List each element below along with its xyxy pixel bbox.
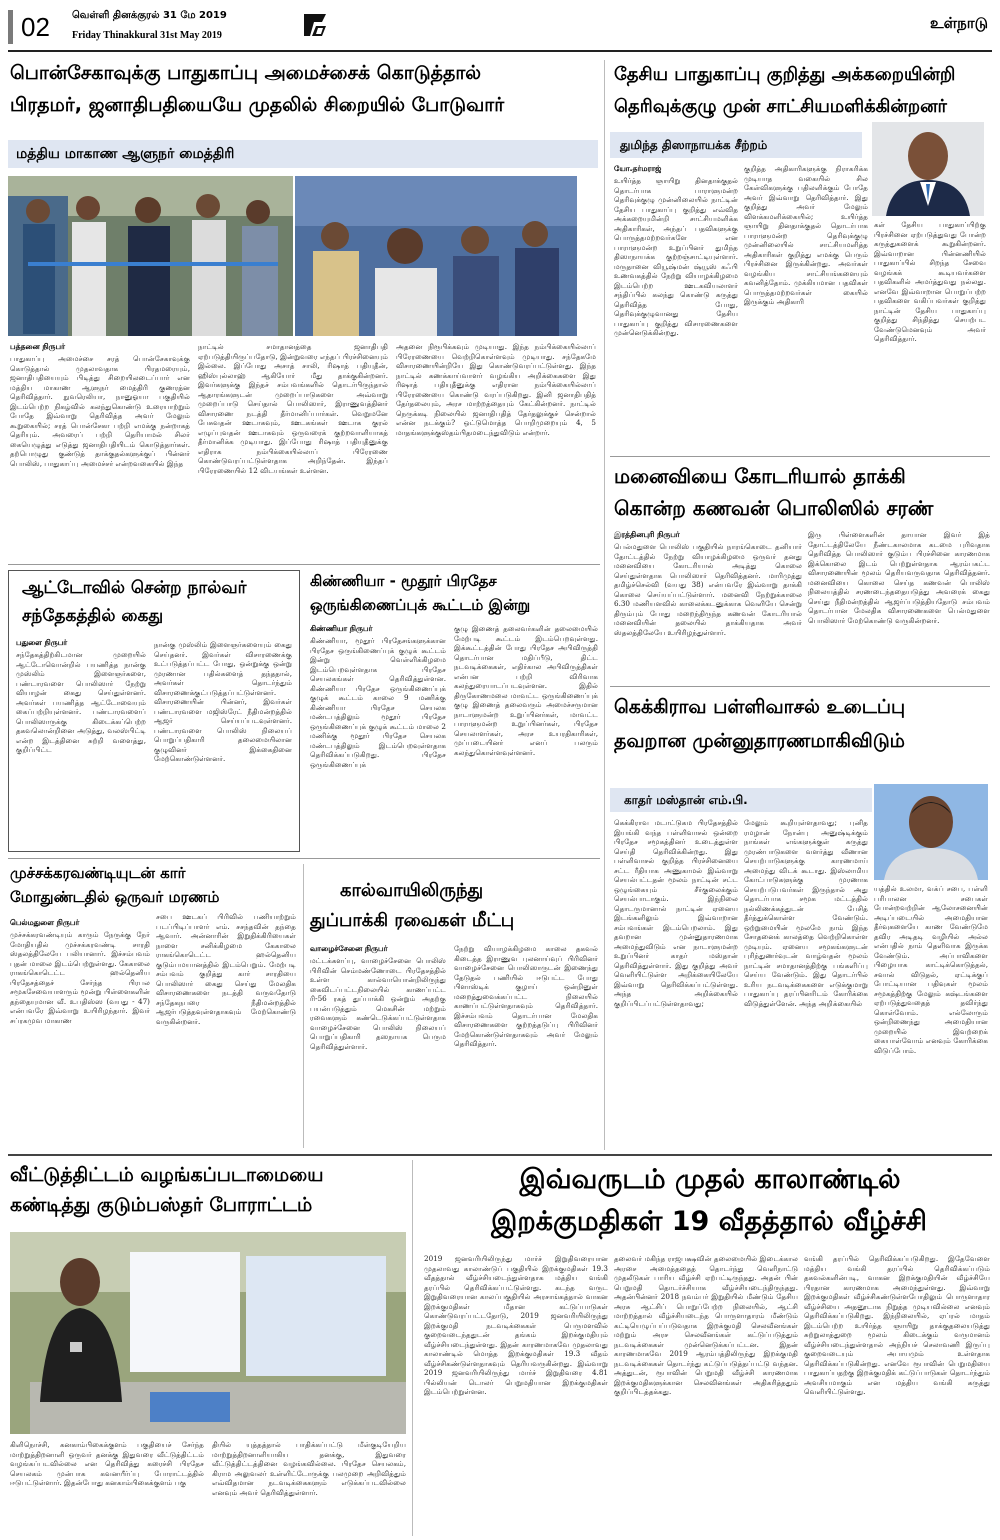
- page-number: 02: [8, 10, 81, 44]
- divider-right-2: [610, 686, 990, 687]
- date-tamil: வெள்ளி தினக்குரல் 31 மே 2019: [72, 10, 227, 21]
- story7-headline-line2: துப்பாக்கி ரவைகள் மீட்பு: [310, 910, 515, 931]
- story3-byline: இரத்தினபுரி நிருபர்: [614, 530, 680, 539]
- story9-column-2: தியில் யுத்தத்தால் பாதிக்கப்பட்டு மீள்குடியேறிய மாற்றுத்திறனாளியாகிய தனக்கு, இதுவரை வீட்டுத்திட்டத்தினை வழங்கவில்லை. பிரதேச செயலகம், கிராம அலுவலர் உள்ளிட்டோருக்கு பலமுறை அறிவித்தும் எவ்விதமான நடவடிக்கைகளும் எடுக்கப்படவில்லை எனவும் அவர் தெரிவித்துள்ளார்.: [212, 1440, 406, 1497]
- divider-left-1: [8, 564, 600, 565]
- story4-column-1: சந்தேகத்திற்கிடமான முறையில் ஆட்டோவொன்றில் பயணித்த நான்கு முஸ்லிம் இளைஞர்களை, பண்டாரவளை பொலிஸார் நேற்று வியாழன் கைது செய்துள்ளனர். அவர்கள் பயணித்த ஆட்டோவையும் கைப்பற்றியுள்ளனர். பண்டாரவளைப் பொலிஸாருக்கு கிடைக்கப்பெற்ற தகவலொன்றினை அடுத்து, வலஸ்பிட்டி என்ற இடத்தினை சுற்றி வளைத்து, குறிப்பிட்ட: [16, 650, 146, 754]
- story2-kicker: துமிந்த திஸாநாயக்க சீற்றம்: [610, 132, 862, 158]
- story8-headline-line2: தவறான முன்னுதாரணமாகிவிடும்: [614, 730, 905, 752]
- audience-photo: [295, 176, 577, 336]
- divider-right-1: [610, 456, 990, 457]
- story8-headline-line1: கெக்கிராவ பள்ளிவாசல் உடைப்பு: [614, 696, 906, 718]
- story4-column-2: நான்கு முஸ்லிம் இளைஞர்களையும் கைது செய்தனர். இவர்கள் விசாரணைக்கு உட்படுத்தப்பட்ட போது, ஒன்றுக்கு ஒன்று முரணான பதில்களைத் தந்ததால், அவர்கள் தொடர்ந்தும் விசாரணைக்குட்படுத்தப்பட்டுள்ளனர். விசாரணையின் பின்னர், இவர்கள் பண்டாரவளை மஜிஸ்ரேட் நீதிமன்றத்தில் ஆஜர் செய்யப்படவுள்ளனர். பண்டாரவளை பொலிஸ் நிலையப் பொறுப்பதிகாரி தலைமையிலான குழுவினர் இக்கைதினை மேற்கொண்டுள்ளனர்.: [154, 640, 292, 763]
- story1-headline-line2: பிரதமர், ஜனாதிபதியையே முதலில் சிறையில் போடுவார்: [10, 94, 505, 116]
- story6-byline: பெல்மதுளை நிருபர்: [10, 918, 80, 927]
- story8-column-1: கெக்கிராவ மடாட்டுகம பிரதேசத்தில் இயங்கி வந்த பள்ளிவாசல் ஒன்றை பிரதேச சமூகத்தினர் உடைத்துள்ள செய்தி தெரிவிக்கின்றது. இது பள்ளிவாசல் குறித்த பிரச்சினையை சட்ட ரீதியாக அணுகாமல் இவ்வாறு செயல்பட்டதன் மூலம் நாட்டின் சட்ட ஒழுங்கையும் சீர்குலைக்கும் செயல்பாடாகும். இந்நிலை தொடருமானால் நாட்டின் ஏனைய இடங்களிலும் இவ்வாறான சம்பவங்கள் இடம்பெறலாம். இது தவறான முன்னுதாரணமாக அமைந்துவிடும் என நாடாளுமன்ற உறுப்பினர் காதர் மஸ்தான் தெரிவித்துள்ளார். இது குறித்து அவர் வெளியிட்டுள்ள அறிக்கையிலேயே இவ்வாறு தெரிவிக்கப்பட்டுள்ளது. அந்த அறிக்கையில் குறிப்பிடப்பட்டுள்ளதாவது;: [614, 818, 738, 1008]
- story1-column-3: அதனை நிரூபிக்கவும் முடியாது. இந்த நம்பிக்கையில்லாப் பிரேரணையை வெற்றிகொள்ளவும் முடியாது. சந்தேகமே விசாரணையின்றியே இது கொண்டுவரப்பட்டுள்ளது. இந்த நாட்டில் கணக்காய்வாளர் வழங்கிய அறிக்கைகளை இது ரிஷாத் பதியுதீனுக்கு எதிரான நம்பிக்கையில்லாப் பிரேரணையை கொண்டு வரப்படுகிறது. இனி ஜனாதிபதித் தேர்தலையும், அரச மாற்றத்தையும் கேட்கின்றனர். நாட்டில் நெருக்கடி நிலையில் ஜனாதிபதித் தேர்தலுக்குச் சென்றால் என்ன நடக்கும்? ஒட்டுமொத்த பொறிமுறையும் 4, 5 மாதங்களுக்குஸ்தம்பிதமடைந்துவிடும் என்றார்.: [396, 342, 596, 437]
- story10-column-3: வங்கி தரப்பில் தெரிவிக்கப்படுகிறது. இதேவேளை மத்திய வங்கி தரப்பில் தெரிவிக்கப்படும் தகவல்களின்படி, வாகன இறக்குமதியின் வீழ்ச்சியே பிரதான காரணமாக அமைந்துள்ளது. இவ்வாறு இறக்குமதிகள் வீழ்ச்சிகண்டுள்ளபோதிலும் பொருளாதார வீழ்ச்சியை அதனூடாக நிறுத்த முடியவில்லை எனவும் தெரிவிக்கப்படுகிறது. இந்நிலையில், ஏப்ரல் மாதம் இடம்பெற்ற உயிர்த்த ஞாயிறு தாக்குதலையடுத்து சுற்றுலாத்துறை மூலம் கிடைக்கும் வருமானம் வீழ்ச்சியடைந்துள்ளதால் அந்நியச் செலாவணி இருப்பு குறைவடையும் அபாயமும் உள்ளதாக தெரிவிக்கப்படுகின்றது. எனவே ரூபாவின் பெறுமதியை பாதுகாப்பதற்கு இறக்குமதிக் கட்டுப்பாடுகள் தொடர்ந்தும் அவசியமாகும் என மத்திய வங்கி கருத்து வெளியிட்டுள்ளது.: [804, 1254, 990, 1396]
- story2-headline-line2: தெரிவுக்குழு முன் சாட்சியமளிக்கின்றனர்: [614, 96, 947, 117]
- story1-byline: பத்தனை நிருபர்: [10, 342, 65, 351]
- story2-column-1: உயிர்த்த ஞாயிறு தினதாக்குதல் தொடர்பாக பாராளுமன்ற தெரிவுக்குழு முன்னிலையில் நாட்டின் தேசிய பாதுகாப்பு குறித்து எவ்வித அக்கறையுமின்றி சாட்சியமளிக்க அதிகாரிகள், அந்தப் பதவிகளுக்கு பொருத்தமற்றவர்களே என பாராளுமன்ற உறுப்பினர் துமிந்த திஸாநாயக்க குற்றஞ்சாட்டியுள்ளார். மருதானை வியூஷ்மன் ஷ்யூஸ் கஃபி உணவகத்தில் நேற்று வியாழக்கிழமை இடம்பெற்ற ஊடகவியலாளர் சந்திப்பில் கலந்து கொண்டு கருத்து தெரிவித்த போது, தெரிவுக்குழுவானது தேசிய பாதுகாப்பு குறித்து விசாரணைகளை முன்னெடுக்கின்றது.: [614, 176, 738, 337]
- story5-headline-line2: ஒருங்கிணைப்புக் கூட்டம் இன்று: [310, 596, 531, 614]
- story3-headline-line1: மனைவியை கோடரியால் தாக்கி: [614, 464, 906, 488]
- story8-column-2: மேலும் கூறியுள்ளதாவது; புனித ரமழான் நோன்பு அனுஷ்டிக்கும் நாங்கள் எங்களுக்குள் கருத்து முரண்பாடுகளை வளர்த்து வீணான செயற்பாடுகளுக்கு காரணமாய் அமைந்து விடக் கூடாது. இஸ்லாமிய கோட்பாடுகளுக்கு முரணாக செயற்படுபவர்கள் இருந்தால் அது தொடர்பாக சமூக மட்டத்தில் நல்லிணக்கத்துடன் பேசித் தீர்த்துக்கொள்ள வேண்டும். ஒற்றுமையின் மூலமே நாம் இந்த சோதனைக் காலத்தை வெற்றிகொள்ள முடியும். ஏனைய சமூகங்களுடன் புரிந்துணர்வுடன் வாழ்வதன் மூலம் நாட்டின் சமாதானத்திற்கு பங்களிப்பு செய்ய வேண்டும். இது தொடர்பில் உரிய நடவடிக்கைகளை எடுக்குமாறு பாதுகாப்பு தரப்பினரிடம் கோரிக்கை விடுத்துள்ளேன். அந்த அறிக்கையில்: [744, 818, 868, 1008]
- story5-column-1: கிண்ணியா, மூதூர் பிரதேசங்களுக்கான பிரதேச ஒருங்கிணைப்புக் குழுக் கூட்டம் இன்று வெள்ளிக்கிழமை இடம்பெறவுள்ளதாக பிரதேச செயலகங்கள் தெரிவித்துள்ளன. கிண்ணியா பிரதேச ஒருங்கிணைப்புக் குழுக் கூட்டம் காலை 9 மணிக்கு கிண்ணியா பிரதேச செயலக மண்டபத்திலும் மூதூர் பிரதேச ஒருங்கிணைப்புக் குழுக் கூட்டம் மாலை 2 மணிக்கு மூதூர் பிரதேச செயலக மண்டபத்திலும் இடம்பெறவுள்ளதாக தெரிவிக்கப்படுகிறது. பிரதேச ஒருங்கிணைப்புக்: [310, 636, 446, 769]
- protest-photo: [10, 1232, 406, 1434]
- portrait-kadar-masthan: [874, 784, 988, 880]
- date-english: Friday Thinakkural 31st May 2019: [72, 30, 222, 41]
- column-divider-left: [303, 864, 304, 1148]
- story8-column-3: யத்தில் உலமா, வக்ப் சபை, பள்ளி பரிபாலன சபைகள் போன்றவற்றின் ஆலோசனையின் அடிப்படையில் அமைதியான தீர்வுகளையே காண வேண்டுமே தவிர அடிதடி வழியில் அல்ல என்பதில் நாம் தெளிவாக இருக்க வேண்டும். அப்பாவிகளை பிழையாக காட்டிக்கொடுத்தல், சவால் விடுதல், ஏட்டிக்குப் போட்டியான பதிவுகள் மூலம் சமூகத்திற்கு மேலும் கஷ்டங்களை ஏற்படுத்துவதைத் தவிர்ந்து கொள்வோம். எல்லோரும் ஒன்றிணைந்து அமைதியான முறையில் இவற்றைக் கையாள்வோம் எனவும் கோரிக்கை விடுப்போம்.: [874, 884, 988, 1055]
- story1-column-1: பாதுகாப்பு அமைச்சை சரத் பொன்சேகாவுக்கு கொடுத்தால் முதலாவதாக பிரதமரையும், ஜனாதிபதியையும் பிடித்து சிறையிலடைப்பார் என மத்திய மாகாண ஆளுநர் மைத்திரி குணரத்ன தெரிவித்தார். நுவரெலியா, நானுஓயா பகுதியில் இடம்பெற்ற நிகழ்வில் கலந்துகொண்டு உரையாற்றும் போதே இவ்வாறு தெரிவித்த அவர் மேலும் கூறுகையில்; சரத் பொன்சேகா பற்றி எமக்கு நன்றாகத் தெரியும். அவரைப் பற்றி தெரியாமல் சிலர் கையெழுத்து எடுத்து ஜனாதிபதியிடம் கொடுத்தார்கள். தற்பொழுது குண்டுத் தாக்குதல்களுக்குப் பின்னர் பொலிஸ், பாதுகாப்பு அமைச்சர் என்றவகையில் இந்த: [10, 354, 190, 468]
- story5-headline-line1: கிண்ணியா - மூதூர் பிரதேச: [310, 572, 497, 590]
- story10-headline-line1: இவ்வருடம் முதல் காலாண்டில்: [519, 1164, 901, 1195]
- story3-column-2: இரு பிள்ளைகளின் தாயான இவர் இத் தோட்டத்திலேயே நீண்டகாலமாக கடமை புரிவதாக தெரிவித்த பொலிஸார் குடும்ப பிரச்சினை காரணமாக இக்கொலை இடம் பெற்றுள்ளதாக ஆரம்பகட்ட விசாரணையின் மூலம் தெரியவருவதாக தெரிவித்தனர். மனைவியை கொலை செய்த கணவன் பொலிஸ் நிலையத்தில் சரணடைந்ததையடுத்து அவரைக் கைது செய்து நீதிமன்றத்தில் ஆஜர்ப்படுத்தியதோடு சம்பவம் தொடர்பான மேலதிக விசாரணைகளை பெல்மதுளை பொலிஸார் மேற்கொண்டு வருகின்றனர்.: [808, 530, 990, 625]
- story2-column-2: குறித்த அதிகாரிகளுக்கு நிராகரிக்க முடியாத வகையில் சில கேள்விகளுக்கு பதிலளிக்கும் போதே அவர் இவ்வாறு தெரிவித்தார். இது குறித்து அவர் மேலும் விளக்கமளிக்கையில்; உயிர்த்த ஞாயிறு தினதாக்குதல் தொடர்பாக பாராளுமன்ற தெரிவுக்குழு முன்னிலையில் சாட்சியமளித்த அதிகாரிகள் குறித்து எமக்கு பெரும் பிரச்சினை இருக்கின்றது. அவர்கள் வழங்கிய சாட்சியங்களையும் கவனித்தோம். முக்கியமான பதவிகள் பொருத்தமற்றவர்கள் கையில் இருக்கும் அதிகாரி: [744, 164, 868, 306]
- story2-byline: யோ.தர்மராஜ்: [614, 164, 662, 173]
- story3-column-1: பெல்மதுளை பொலிஸ் பகுதியில் நாரங்கொடை தனியார் தோட்டத்தில் நேற்று வியாழக்கிழமை ஒருவர் தனது மனைவியை கோடரியால் அடித்து கொலை செய்துள்ளதாக பொலிஸார் தெரிவித்தனர். மாரிமுத்து தமிழ்ச்செல்வி (வயது 38) என்பவரே இவ்வாறு தாக்கி கொலை செய்யப்பட்டுள்ளார். மனைவி நேற்றுக்காலை 6.30 மணியளவில் காலைக்கடனுக்காக வெளியே சென்று திரும்பும் போது மறைந்திருந்த கணவன் கோடரியால் மனைவியின் தலையில் தாக்கியதாக அவர் ஸ்தலத்திலேயே உயிரிழந்துள்ளார்.: [614, 542, 802, 637]
- column-divider: [604, 60, 605, 1150]
- story8-kicker: காதர் மஸ்தான் எம்.பி.: [610, 788, 872, 812]
- story6-headline-line1: முச்சக்கரவண்டியுடன் கார்: [10, 864, 186, 882]
- story4-byline: பதுளை நிருபர்: [16, 638, 68, 647]
- story7-headline-line1: கால்வாயிலிருந்து: [340, 880, 484, 901]
- story9-headline-line2: கண்டித்து குடும்பஸ்தர் போராட்டம்: [10, 1194, 313, 1216]
- story5-column-2: குழு இணைத் தலைவர்களின் தலைமையில் மேற்படி கூட்டம் இடம்பெறவுள்ளது. இக்கூட்டத்தின் போது பிரதேச அபிவிருத்தி தொடர்பான மதிப்பீடு, திட்ட நடவடிக்கைகள், எதிர்கால அபிவிருத்திகள் என்பன பற்றி விரிவாக கலந்துரையாடப்படவுள்ளன. இதில் திருகோணமலை மாவட்ட ஒருங்கிணைப்புக் குழு இணைத் தலைவரும் அமைச்சருமான நாடாளுமன்ற உறுப்பினர்கள், மாவட்ட பாராளுமன்ற உறுப்பினர்கள், பிரதேச செயலாளர்கள், அரச உயரதிகாரிகள், முப்படையினர் எனப் பலரும் கலந்துகொள்ளவுள்ளனர்.: [454, 624, 598, 757]
- section-label: உள்நாடு: [930, 14, 988, 32]
- story9-column-1: கிளிநொச்சி, கனகாம்பிகைக்குளம் பகுதியைச் சேர்ந்த மாற்றுத்திறனாளி ஒருவர் தனக்கு இதுவரை வீட்டுத்திட்டம் வழங்கப்படவில்லை என தெரிவித்து கரைச்சி பிரதேச செயலகம் முன்பாக கவனயீர்ப்பு போராட்டத்தில் ஈடுபட்டுள்ளார். இதன்போது கனகாம்பிகைக்குளம் பகு: [10, 1440, 204, 1487]
- story9-headline-line1: வீட்டுத்திட்டம் வழங்கப்படாமையை: [10, 1164, 324, 1186]
- story7-column-2: நேற்று வியாழக்கிழமை காலை தகவல் கிடைத்த இராணுவ புலனாய்வுப் பிரிவினர் வாழைச்சேனை பொலிஸாருடன் இணைந்து தேடுதல் பணியில் ஈடுபட்ட போது பிளாஸ்டிக் குழாய் ஒன்றினுள் மறைத்துவைக்கப்பட்ட நிலையில் காணப்பட்டுள்ளதாகவும் தெரிவித்தார். இச்சம்பவம் தொடர்பான மேலதிக விசாரணைகளை குற்றத்தடுப்பு பிரிவினர் மேற்கொண்டுள்ளதாகவும் அவர் மேலும் தெரிவித்தார்.: [454, 944, 598, 1048]
- story10-column-1: 2019 ஜனவரியிலிருந்து மார்ச் இறுதிவரையான முதலாவது காலாண்டுப் பகுதியில் இறக்குமதிகள் 19.3 வீதத்தால் வீழ்ச்சியடைந்துள்ளதாக மத்திய வங்கி தரப்பில் தெரிவிக்கப்பட்டுள்ளது. கடந்த வருட இறுதிவரையான காலப்பகுதியில் அரசாங்கத்தால் வாகன இறக்குமதிகள் மீதான கட்டுப்பாடுகள் கொண்டுவரப்பட்டதோடு, 2019 ஜனவரியிலிருந்து இறக்குமதி நடவடிக்கைகள் பெருமளவில் குறைவடைந்ததுடன் தங்கம் இறக்குமதியும் வீழ்ச்சியடைந்துள்ளது. இதன் காரணமாகவே முதலாவது காலாண்டில் மொத்த இறக்குமதிகள் 19.3 வீதம் வீழ்ச்சிகண்டுள்ளதாகவும் தெரியவருகின்றது. இவ்வாறு 2019 ஜனவரியிலிருந்து மார்ச் இறுதிவரை 4.81 பில்லியன் டொலர் பெறுமதியான இறக்குமதிகள் இடம்பெற்றுள்ளன.: [424, 1254, 608, 1396]
- story6-column-2: சபை ஊடகப் பிரிவில் பணியாற்றும் படப்பிடிப்பாளர் எம். சசந்தவின் தந்தை ஆவார். அன்னாரின் இறுதிக்கிரியைகள் நாளை சனிக்கிழமை கேகாலை ராகங்கொடெட்ட ஹல்தெனிய குடும்பமயானத்தில் இடம்பெறும். மேற்படி சம்பவம் குறித்து கார் சாரதியை பொலிஸார் கைது செய்து மேலதிக விசாரணைகளை நடத்தி வருவதோடு சந்தேகநபரை நீதிமன்றத்தில் ஆஜர்படுத்தவுள்ளதாகவும் மேற்கொண்டு வருகின்றனர்.: [156, 912, 296, 1026]
- column-divider-bottom: [412, 1160, 413, 1536]
- story1-column-2: நாட்டில் சமாதானத்தை ஜனாதிபதி ஏற்படுத்தியிருப்பதோடு, இன்றுவரை எந்தப் பிரச்சினையும் இல்லை. இப்போது அசாத் சாலி, ரிஷாத் பதியுதீன், ஹிஸ்புல்லாஹ் ஆகியோர் மீது தாக்குகின்றனர். இவர்களுக்கு இந்தச் சம்பவங்களில் தொடர்பிருந்தால் ஆதாரங்களுடன் முறைப்பாடுகளை அவ்வாறு முறைப்பாடு செய்தால் பொலிஸார், இராணுவத்தினர் விசாரணை நடத்தி தீர்மானிப்பார்கள். வெறுமனே பேசுவதன் ஊடாகவும், ஊடகங்கள் ஊடாக குரல் எழுப்புவதன் ஊடாகவும் ஒருவரைக் குற்றவாளியாகத் தீர்மானிக்க முடியாது. இப்போது ரிஷாத் பதியுதீனுக்கு எதிராக நம்பிக்கையில்லாப் பிரேரணை கொண்டுவரப்பட்டுள்ளதாக அறிந்தேன். இந்தப் பிரேரணையில் 12 விடயங்கள் உள்ளன.: [198, 342, 388, 475]
- masthead-rule: [8, 50, 992, 52]
- story3-headline-line2: கொன்ற கணவன் பொலிஸில் சரண்: [614, 496, 934, 520]
- story1-kicker: மத்திய மாகாண ஆளுநர் மைத்திரி: [8, 140, 598, 168]
- story10-column-2: தலைவர் மகிந்த ராஜபக்ஷவின் தலைமையில் இடைக்கால அரசை அமைத்ததைத் தொடர்ந்து வெளிநாட்டு முதலீடுகள் பாரிய வீழ்ச்சி ஏற்பட்டிருந்தது. அதன் பின் பெறுமதி தொடர்ச்சியாக வீழ்ச்சியடைந்திருந்தது. அதன்பின்னர் 2018 நவம்பர் இறுதியில் மீண்டும் தேசிய அரசு ஆட்சிப் பொறுப்பேற்ற நிலையில், ஆட்சி மாற்றத்தால் வீழ்ச்சியடைந்த பொருளாதாரம் மீண்டும் கட்டியெழுப்பப்படுவதாக இறக்குமதி செலவீனங்கள் மற்றும் அரச செலவீனங்கள் கட்டுப்படுத்தும் நடவடிக்கைகள் முன்னெடுக்கப்பட்டன. இதன் காரணமாகவே 2019 ஆரம்பத்திலிருந்து இறக்குமதி நடவடிக்கைகள் தொடர்ந்து கட்டுப்படுத்தப்பட்டு வந்தன. அத்துடன், ரூபாவின் பெறுமதி வீழ்ச்சி காரணமாக இறக்குமதிகளுக்கான செலவினங்கள் அதிகரித்ததும் குறிப்பிடத்தக்கது.: [614, 1254, 798, 1396]
- story1-headline-line1: பொன்சேகாவுக்கு பாதுகாப்பு அமைச்சைக் கொடுத்தால்: [10, 62, 482, 84]
- newspaper-logo: [300, 8, 330, 42]
- story7-byline: வாழைச்சேனை நிருபர்: [310, 944, 388, 953]
- divider-left-2: [8, 858, 600, 859]
- story2-headline-line1: தேசிய பாதுகாப்பு குறித்து அக்கறையின்றி: [614, 64, 956, 85]
- story10-headline-line2: இறக்குமதிகள் 19 வீதத்தால் வீழ்ச்சி: [491, 1206, 927, 1237]
- portrait-dumindha: [872, 122, 984, 216]
- story2-column-3: கள் தேசிய பாதுகாப்பிற்கு பிரச்சினை ஏற்படுத்துவது போன்ற கருத்துகளைக் கூறுகின்றனர். இவ்வாறான பின்னணியில் பாதுகாப்பில் சிறந்த சேவை வழங்கக் கூடியவர்களை பதவிகளில் அமர்த்துவது நல்லது. எனவே இவ்வாறான பொறுப்பற்ற பதவிகளை வகிப்பவர்கள் குறித்து நாட்டின் தேசிய பாதுகாப்பு குறித்து சிந்தித்து செயற்பட வேண்டுமெனவும் அவர் தெரிவித்தார்.: [874, 220, 986, 343]
- story4-headline-line1: ஆட்டோவில் சென்ற நால்வர்: [22, 578, 247, 598]
- story5-byline: கிண்ணியா நிருபர்: [310, 624, 373, 633]
- story6-column-1: முச்சக்கரவண்டியும் காரும் நேருக்கு நேர் மோதியதில் முச்சக்கரவண்டி சாரதி ஸ்தலத்திலேயே பலியானார். இச்சம்பவம் புதன் மாலை இடம்பெற்றுள்ளது. கேகாலை ராகங்கொடெட்ட ஹல்தெனிய பிரதேசத்தைச் சேர்ந்த பிரபல சமூகசேவையாளரும் மூன்று பிள்ளைகளின் தந்தையுமான வீ. உபதிஸ்ஸ (வயது - 47) என்பவரே இவ்வாறு உயிரிழந்தார். இவர் சப்ரகமுவ மாகாண: [10, 930, 150, 1025]
- divider-bottom: [8, 1154, 992, 1156]
- story4-headline-line2: சந்தேகத்தில் கைது: [22, 606, 164, 626]
- story7-column-1: மட்டக்களப்பு, வாழைச்சேனை பொலிஸ் பிரிவின் செம்மண்ணோடை பிரதேசத்தில் உள்ள கால்வாயொன்றிலிருந்து கைவிடப்பட்டநிலையில் காணப்பட்ட ரி-56 ரகத் துப்பாக்கி ஒன்றும் அதற்கு பயன்படுத்தும் மெகசின் மற்றும் ரவைகளும் கண்டெடுக்கப்பட்டுள்ளதாக வாழைச்சேனை பொலிஸ் நிலையப் பொறுப்பதிகாரி தஸநாயக பெரும தெரிவித்துள்ளார்.: [310, 956, 446, 1051]
- story6-headline-line2: மோதுண்டதில் ஒருவர் மரணம்: [10, 888, 220, 906]
- ribbon-cutting-photo: [8, 176, 293, 336]
